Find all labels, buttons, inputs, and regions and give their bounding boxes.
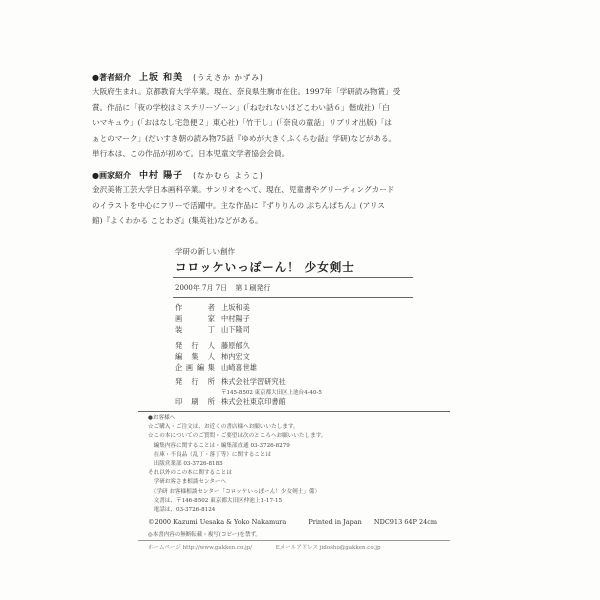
publisher-row [175,377,286,387]
credit-label: 企画編集 [175,363,215,372]
illustrator-marker: ● [92,171,99,180]
notes-line: 電話は、03-3726-8124 [148,507,216,514]
credit-value: 山下隆司 [221,325,250,334]
publisher-name: 株式会社学習研究社 [221,377,286,386]
publisher-label: 発行所 [175,377,215,386]
date-divider [173,297,413,298]
publication-date-line [175,283,270,293]
credit-row [175,341,257,352]
author-bio-line: 賞。作品に「夜の学校はミステリーゾーン」(「ねむれないほどこわい話６」偕成社)「白 [92,102,390,112]
credit-value: 上坂和美 [221,303,250,312]
credit-value: 柿内宏文 [221,352,250,361]
reproduction-notice: ◎本書内容の無断転載・複写(コピー)を禁ず。 [148,532,261,538]
customer-notes [148,414,326,515]
notes-line: ☆この本についてのご質問・ご要望は次のところへお願いいたします。 [148,433,327,440]
notes-line: 在庫・不良品（乱丁・落丁等）に関することは [148,451,272,458]
copyright: ©2000 Kazumi Uesaka & Yoko Nakamura [148,518,287,526]
notes-line: 文書は、〒146-8502 東京都大田区仲池上1-17-15 [148,497,283,504]
author-bio [92,84,497,162]
author-role-label: 著者紹介 [98,73,131,82]
edition-label: 第１刷発行 [235,284,271,292]
notes-line: 出版営業部 03-3726-8185 [148,461,223,468]
notes-line: それ以外のこの本に関することは [148,470,232,477]
author-marker: ● [92,73,99,82]
credits-group-b [175,341,257,374]
author-bio-line: 大阪府生まれ。京都教育大学卒業。現在、奈良県生駒市在住。1997年「学研読み物賞」受 [92,87,401,96]
notes-header: ●お客様へ [148,415,176,421]
notes-divider [138,411,450,412]
notes-line: 〈学研 お客様相談センター「コロッケいっぽーん！少女剣士」係〉 [148,488,321,495]
printed-in: Printed in Japan [308,518,362,526]
book-title: コロッケいっぽーん！ 少女剣士 [175,260,355,274]
credit-label: 編集人 [175,352,215,361]
credit-row [175,314,250,325]
author-reading: (うえさか かずみ) [193,73,264,82]
credits-group-a [175,303,250,336]
illustrator-name: 中村 陽子 [138,171,184,181]
illustrator-bio [92,182,497,229]
illustrator-bio-line: のイラストを中心にフリーで活躍中。主な作品に『ずりりんの ぷちんぱちん』(アリス [92,200,385,210]
title-divider [173,277,413,278]
printer-row [175,397,286,407]
credit-row [175,325,250,336]
email-address: Eメールアドレス jidosho@gakken.co.jp [275,545,381,551]
notes-line: 編集内容に関することは・編集部直通 03-3726-8279 [148,442,290,449]
illustrator-bio-line: 館)『よくわかる ことわざ』(集英社)などがある。 [92,216,263,225]
author-bio-line: 単行本は、この作品が初めて。日本児童文学者協会会員。 [92,149,290,158]
ndc-code: NDC913 64P 24cm [373,518,438,526]
credit-label: 作 者 [175,303,215,312]
author-heading [92,70,264,83]
credit-value: 藤原郁久 [221,341,250,350]
copyright-line [148,518,437,526]
notes-line: ☆ご購入・ご注文は、お近くの書店様へお願いいたします。 [148,424,299,431]
credit-label: 発行人 [175,341,215,350]
printer-label: 印刷所 [175,397,215,406]
illustrator-reading: (なかむら ようこ) [193,171,264,180]
author-name: 上坂 和美 [138,73,184,83]
credit-row [175,352,257,363]
credit-label: 画 家 [175,314,215,323]
publication-date: 2000年 7月 7日 [175,284,228,292]
credit-value: 中村陽子 [221,314,250,323]
credit-row [175,303,250,314]
homepage-url: ホームページ http://www.gakken.co.jp/ [148,545,253,551]
author-bio-line: いマキュウ」(「おはなし宅急便２」東心社)「竹干し」(「奈良の童話」リブリオ出版)「は [92,118,393,127]
credit-row [175,363,257,374]
illustrator-bio-line: 金沢美術工芸大学日本画科卒業。サンリオをへて、現在、児童書やグリーティングカード [92,185,395,194]
publisher-address: 〒145-8502 東京都大田区上池台4-40-5 [221,390,322,396]
contact-line [148,543,381,551]
footer-divider [138,540,450,541]
credit-value: 山崎喜世雄 [221,363,257,372]
notes-line: 学研お客さま相談センターへ [148,479,227,486]
series-name: 学研の新しい創作 [175,247,235,256]
illustrator-role-label: 画家紹介 [98,171,131,180]
illustrator-heading [92,168,264,181]
credit-label: 装 丁 [175,325,215,334]
printer-name: 株式会社東京印書館 [221,397,286,406]
author-bio-line: ぁとのマーク」(だいすき朝の読み物75話『ゆめが大きくふくらむ話』学研)などがある。 [92,133,397,143]
